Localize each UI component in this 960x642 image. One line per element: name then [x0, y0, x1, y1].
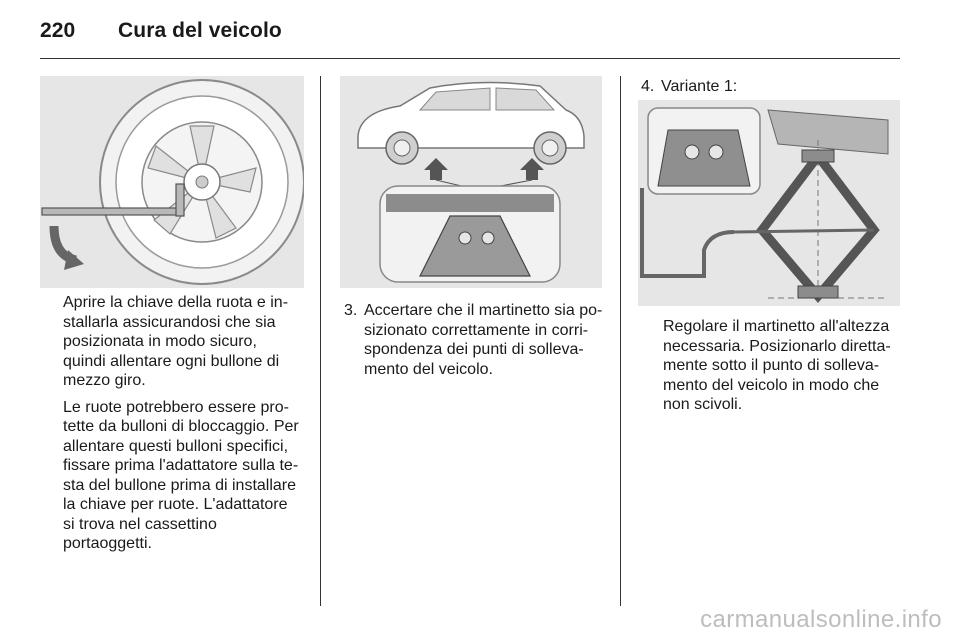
col3-text	[663, 317, 899, 422]
watermark: carmanualsonline.info	[700, 606, 942, 633]
header-rule	[40, 58, 900, 59]
page-number: 220	[40, 19, 76, 42]
col1-text	[63, 293, 303, 561]
step-3-text: Accertare che il martinetto sia posizionato correttamente in corrispondenza dei punti di sollevamento del veicolo.	[364, 302, 603, 378]
page-header	[40, 19, 282, 43]
col3-paragraph: Regolare il martinetto all'altezza necessaria. Posizionarlo direttamente sotto il punto di sollevamento del veicolo in modo che non scivoli.	[663, 318, 891, 413]
step-4-number: 4.	[641, 78, 655, 95]
scissor-jack-illustration	[638, 100, 900, 306]
step-3	[344, 301, 604, 379]
step-4-title: Variante 1:	[661, 78, 738, 95]
wheel-wrench-illustration	[40, 76, 304, 288]
column-divider-2	[620, 76, 621, 606]
column-divider-1	[320, 76, 321, 606]
col2-text	[344, 301, 604, 379]
wheel-wrench-svg	[40, 76, 304, 288]
scissor-jack-svg	[638, 100, 900, 306]
col1-paragraph-1: Aprire la chiave della ruota e installarla assicurandosi che sia posizionata in modo sicuro, quindi allentare ogni bullone di mezzo giro.	[63, 294, 289, 389]
col3-step-heading	[641, 77, 901, 97]
page-title: Cura del veicolo	[118, 19, 282, 42]
car-jack-svg	[340, 76, 602, 288]
col1-paragraph-2: Le ruote potrebbero essere protette da bulloni di bloccaggio. Per allentare questi bulloni specifici, fissare prima l'adattatore sulla testa del bullone prima di installare la chiave per ruote. L'adattatore si trova nel cassettino portaoggetti.	[63, 398, 299, 552]
car-jack-points-illustration	[340, 76, 602, 288]
step-3-number: 3.	[344, 302, 358, 319]
